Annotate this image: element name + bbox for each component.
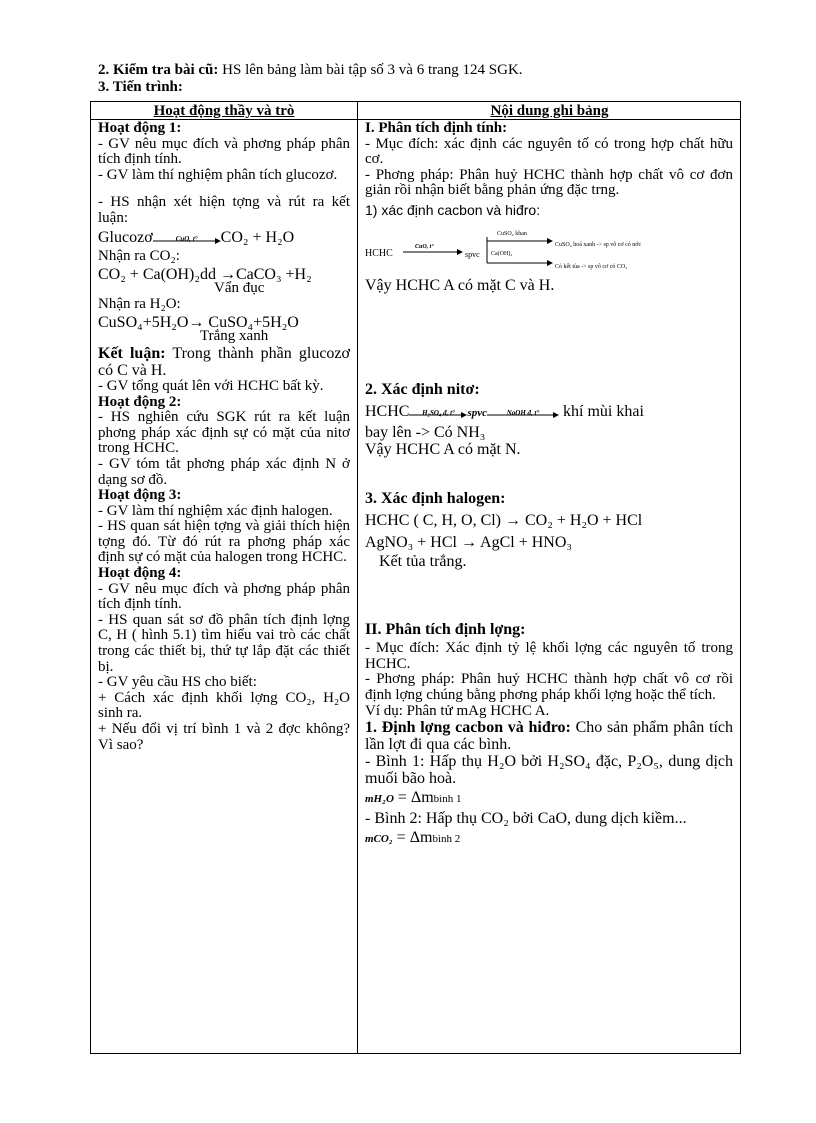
activity-3-title: Hoạt động 3:	[98, 487, 182, 504]
activity-1-text: - GV tổng quát lên với HCHC bất kỳ.	[98, 377, 324, 394]
lesson-check-line	[98, 61, 523, 79]
diagram-condition: CuO, t°	[415, 243, 434, 250]
col-header-content: Nội dung ghi bảng	[490, 103, 609, 119]
bottle-1-text: - Bình 1: Hấp thụ H₂O bởi H₂SO₄ đặc, P₂O₅, dung dịch muối bão hoà.	[365, 753, 733, 788]
reaction-arrow	[153, 231, 221, 245]
section-2-title: 2. Xác định nitơ:	[365, 380, 480, 398]
detect-co2-label: Nhận ra CO₂:	[98, 247, 180, 264]
section-1-conclusion: Vậy HCHC A có mặt C và H.	[365, 276, 555, 294]
section-4-title: II. Phân tích định lợng:	[365, 621, 526, 639]
activity-1-title: Hoạt động 1:	[98, 120, 182, 136]
eq-rhs: khí mùi khai	[559, 402, 644, 420]
halogen-note: Kết tủa trắng.	[379, 552, 467, 570]
nitrogen-equation	[365, 401, 733, 424]
activity-1-text: - HS nhận xét hiện tợng và rút ra kết luận:	[98, 194, 350, 226]
activity-4-text: + Cách xác định khối lợng CO₂, H₂O sinh ra.	[98, 689, 350, 722]
conclusion-text: Trong thành phần glucozơ có C và H.	[98, 344, 350, 379]
mass-co2-lhs: mCO₂	[365, 833, 393, 846]
mass-co2-formula	[365, 827, 733, 850]
equation-note: Trắng xanh	[200, 328, 269, 345]
activity-4-title: Hoạt động 4:	[98, 565, 182, 582]
activity-2-title: Hoạt động 2:	[98, 393, 182, 410]
eq-spvc: spvc	[467, 406, 487, 419]
equation-glucose	[98, 227, 350, 249]
activity-1-text: - GV làm thí nghiệm phân tích glucozơ.	[98, 166, 338, 183]
section-2-conclusion: Vậy HCHC A có mặt N.	[365, 440, 521, 458]
activities-column	[98, 121, 350, 753]
check-label: 2. Kiểm tra bài cũ:	[98, 62, 219, 78]
activity-3-text: - GV làm thí nghiệm xác định halogen.	[98, 502, 333, 519]
mass-co2-rhs: = Δm	[392, 829, 433, 847]
halogen-equation-1: HCHC ( C, H, O, Cl) → CO₂ + H₂O + HCl	[365, 511, 643, 529]
progress-line	[98, 78, 183, 96]
activity-4-text: - GV yêu cầu HS cho biết:	[98, 674, 257, 691]
activity-4-text: - HS quan sát sơ đồ phân tích định lợng C, H ( hình 5.1) tìm hiểu vai trò các chất trong các thiết bị, thứ tự lắp đặt các thiết bị.	[98, 611, 350, 675]
eq-lhs: HCHC	[365, 402, 410, 420]
section-4-text: Ví dụ: Phân tử mAg HCHC A.	[365, 702, 550, 719]
section-4-sub-title: 1. Định lợng cacbon và hiđro:	[365, 719, 571, 737]
equation-h2o: CuSO₄+5H₂O→ CuSO₄+5H₂O	[98, 314, 299, 332]
reaction-condition: NaOH đ, t°	[506, 408, 540, 417]
diagram-arrow	[403, 249, 463, 255]
content-column	[365, 121, 733, 850]
mass-co2-sub: bình 2	[432, 833, 461, 846]
activity-4-text: + Nếu đổi vị trí bình 1 và 2 đợc không? Vì sao?	[98, 721, 350, 753]
diagram-cuso4: CuSO₄ khan	[497, 230, 527, 237]
diagram-hchc: HCHC	[365, 247, 393, 259]
diagram-result-water: CuSO₄ hoá xanh -> sp vô cơ có nớc	[555, 241, 642, 248]
conclusion	[98, 345, 350, 379]
section-4-text: - Mục đích: Xác định tỷ lệ khối lợng các nguyên tố trong HCHC.	[365, 640, 733, 672]
equation-co2: CO₂ + Ca(OH)₂dd →CaCO₃ +H₂	[98, 266, 312, 284]
section-1-sub: 1) xác định cacbon và hiđro:	[365, 201, 541, 218]
conclusion-label: Kết luận:	[98, 344, 166, 362]
reaction-condition: CuO, t°	[175, 234, 198, 243]
detect-h2o-label: Nhận ra H₂O:	[98, 295, 181, 312]
reaction-arrow	[409, 405, 467, 419]
check-text: HS lên bảng làm bài tập số 3 và 6 trang 124 SGK.	[218, 62, 523, 78]
diagram-spvc: spvc	[465, 249, 480, 259]
section-4-sub-text: Cho sản phẩm phân tích lần lợt đi qua các bình.	[365, 719, 734, 754]
section-1-title: I. Phân tích định tính:	[365, 120, 508, 136]
nitrogen-result: bay lên -> Có NH₃	[365, 423, 486, 441]
eq-lhs: Glucozơ	[98, 228, 153, 246]
activity-2-text: - HS nghiên cứu SGK rút ra kết luận phơng pháp xác định sự có mặt của nitơ trong HCHC.	[98, 409, 350, 457]
mass-water-lhs: mH₂O	[365, 793, 394, 806]
bottle-2-text: - Bình 2: Hấp thụ CO₂ bởi CaO, dung dịch kiềm...	[365, 810, 687, 828]
section-4-sub	[365, 719, 733, 753]
mass-water-sub: bình 1	[433, 793, 462, 806]
mass-water-formula	[365, 787, 733, 810]
halogen-equation-2: AgNO₃ + HCl → AgCl + HNO₃	[365, 533, 572, 551]
activity-4-text: - GV nêu mục đích và phơng pháp phân tích định tính.	[98, 580, 350, 613]
col-header-activities: Hoạt động thầy và trò	[153, 103, 295, 119]
lesson-table	[90, 101, 741, 1054]
activity-3-text: - HS quan sát hiện tợng và giải thích hiện tợng đó. Từ đó rút ra phơng pháp xác định sự có mặt của halogen trong HCHC.	[98, 518, 350, 566]
carbon-hydrogen-diagram	[365, 223, 733, 275]
activity-2-text: - GV tóm tắt phơng pháp xác định N ở dạng sơ đồ.	[98, 455, 350, 488]
section-1-text: - Mục đích: xác định các nguyên tố có trong hợp chất hữu cơ.	[365, 135, 733, 168]
column-divider	[357, 102, 358, 1053]
reaction-arrow	[487, 405, 559, 419]
diagram-caoh2: Ca(OH)₂	[491, 250, 513, 257]
diagram-result-co2: Có kết tủa -> sp vô cơ có CO₂	[555, 263, 628, 270]
section-4-text: - Phơng pháp: Phân huỷ HCHC thành hợp chất vô cơ rồi định lợng chúng bằng phơng pháp khối lợng hoặc thể tích.	[365, 671, 733, 703]
section-1-text: - Phơng pháp: Phân huỷ HCHC thành hợp chất vô cơ đơn giản rồi nhận biết bằng phản ứng đặc trng.	[365, 166, 733, 199]
mass-water-rhs: = Δm	[393, 789, 434, 807]
section-3-title: 3. Xác định halogen:	[365, 489, 506, 507]
progress-label: 3. Tiến trình:	[98, 79, 183, 95]
reaction-condition: H₂SO₄ đ, t°	[422, 408, 455, 417]
eq-rhs: CO₂ + H₂O	[220, 228, 295, 246]
activity-1-text: - GV nêu mục đích và phơng pháp phân tích định tính.	[98, 135, 350, 168]
equation-note: Vẩn đục	[214, 280, 265, 297]
